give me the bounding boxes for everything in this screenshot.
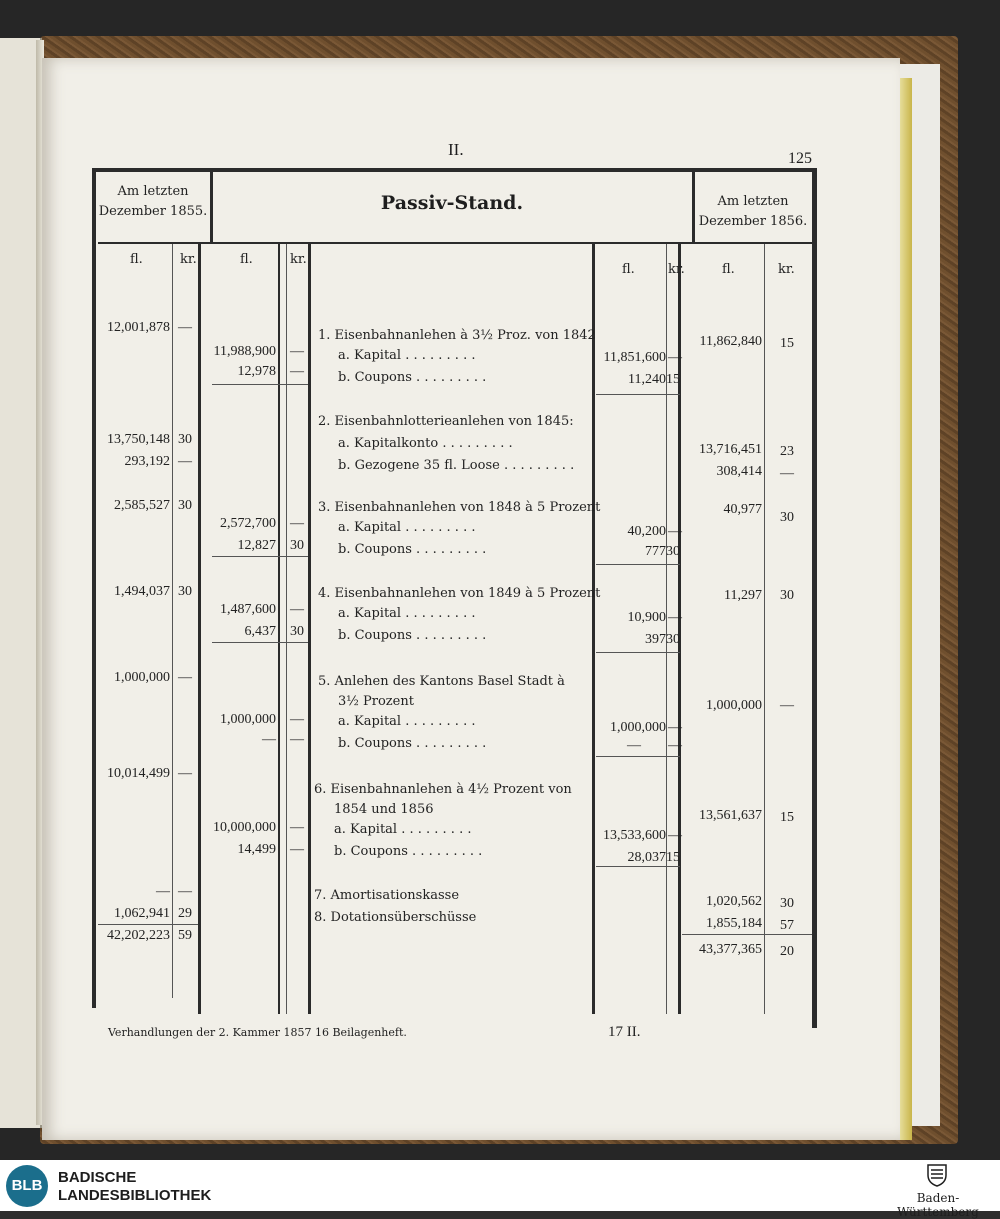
sub-1855-kr: — xyxy=(290,344,304,359)
sub-1856: — xyxy=(627,738,641,753)
sub-1856: 40,200 xyxy=(627,524,666,539)
passiv-stand-table xyxy=(92,168,818,1048)
sub-1856-kr: 15 xyxy=(666,850,680,865)
unit-kr: kr. xyxy=(778,262,795,277)
total-1856: 40,977 xyxy=(723,502,762,517)
total-1855: 10,014,499 xyxy=(107,766,170,781)
total-1855-kr: 30 xyxy=(178,498,192,513)
sub-1856-kr: 30 xyxy=(666,544,680,559)
sub-1856-kr: — xyxy=(668,828,682,843)
total-1855: 1,062,941 xyxy=(114,906,170,921)
total-1856: 13,561,637 xyxy=(699,808,762,823)
sub-1855-kr: 30 xyxy=(290,538,304,553)
sub-label: b. Gezogene 35 fl. Loose . . . . . . . . . xyxy=(338,458,575,473)
state-name: Baden-Württemberg xyxy=(897,1191,979,1219)
sub-1855-kr: 30 xyxy=(290,624,304,639)
sub-1855: 12,827 xyxy=(237,538,276,553)
total-1855: 13,750,148 xyxy=(107,432,170,447)
sub-1856-kr: 15 xyxy=(666,372,680,387)
entry-desc: 6. Eisenbahnanlehen à 4½ Prozent von xyxy=(314,782,572,797)
page-number: 125 xyxy=(788,150,812,167)
total-1856: 13,716,451 xyxy=(699,442,762,457)
sub-1856-kr: 30 xyxy=(666,632,680,647)
sub-1855: 11,988,900 xyxy=(213,344,276,359)
header-title: Passiv-Stand. xyxy=(380,192,524,214)
sub-label: b. Coupons . . . . . . . . . xyxy=(338,736,487,751)
header-1856: Am letzten Dezember 1856. xyxy=(698,194,808,229)
sub-1855-kr: — xyxy=(290,602,304,617)
sub-label: b. Coupons . . . . . . . . . xyxy=(338,370,487,385)
sub-1855: 2,572,700 xyxy=(220,516,276,531)
entry-desc: 3. Eisenbahnanlehen von 1848 à 5 Prozent xyxy=(318,500,601,515)
entry-desc: 8. Dotationsüberschüsse xyxy=(314,910,477,925)
sub-1855-kr: — xyxy=(290,732,304,747)
entry-desc: 1. Eisenbahnanlehen à 3½ Proz. von 1842 xyxy=(318,328,596,343)
total-1856-kr: 30 xyxy=(780,896,794,911)
total-1855-kr: — xyxy=(178,670,192,685)
entry-desc: 5. Anlehen des Kantons Basel Stadt à xyxy=(318,674,565,689)
total-1856: 308,414 xyxy=(716,464,762,479)
sub-1856-kr: — xyxy=(668,524,682,539)
sub-1856: 11,240 xyxy=(628,372,666,387)
sub-label: a. Kapital . . . . . . . . . xyxy=(338,714,476,729)
sub-label: b. Coupons . . . . . . . . . xyxy=(338,542,487,557)
total-1856-kr: 30 xyxy=(780,510,794,525)
sub-label: a. Kapital . . . . . . . . . xyxy=(338,606,476,621)
sub-1855-kr: — xyxy=(290,364,304,379)
total-1856: 1,000,000 xyxy=(706,698,762,713)
total-1855-kr: 30 xyxy=(178,584,192,599)
total-1856-kr: 23 xyxy=(780,444,794,459)
sub-1855: 6,437 xyxy=(244,624,276,639)
total-1856-kr: 15 xyxy=(780,810,794,825)
sub-1856: 28,037 xyxy=(627,850,666,865)
total-1855-kr: — xyxy=(178,454,192,469)
sub-1855-kr: — xyxy=(290,842,304,857)
total-1855: 1,494,037 xyxy=(114,584,170,599)
sub-label: b. Coupons . . . . . . . . . xyxy=(338,628,487,643)
sub-1855: — xyxy=(262,732,276,747)
unit-fl: fl. xyxy=(622,262,635,277)
entry-desc: 2. Eisenbahnlotterieanlehen von 1845: xyxy=(318,414,574,429)
sub-label: b. Coupons . . . . . . . . . xyxy=(334,844,483,859)
total-1855: — xyxy=(156,884,170,899)
sub-1856-kr: — xyxy=(668,350,682,365)
sub-1855: 10,000,000 xyxy=(213,820,276,835)
total-1855: 12,001,878 xyxy=(107,320,170,335)
total-1856-kr: 30 xyxy=(780,588,794,603)
total-1855-kr: 30 xyxy=(178,432,192,447)
sub-1856: 1,000,000 xyxy=(610,720,666,735)
unit-fl: fl. xyxy=(130,252,143,267)
total-1856-kr: — xyxy=(780,466,794,481)
sub-1855: 1,487,600 xyxy=(220,602,276,617)
section-heading: II. xyxy=(448,140,464,159)
unit-fl: fl. xyxy=(240,252,253,267)
total-1855: 2,585,527 xyxy=(114,498,170,513)
total-1856: 1,020,562 xyxy=(706,894,762,909)
sub-1855-kr: — xyxy=(290,712,304,727)
total-1856: 11,862,840 xyxy=(699,334,762,349)
entry-desc: 4. Eisenbahnanlehen von 1849 à 5 Prozent xyxy=(318,586,601,601)
total-1856-kr: — xyxy=(780,698,794,713)
total-1855-kr: — xyxy=(178,320,192,335)
sub-1856: 10,900 xyxy=(627,610,666,625)
total-1856-kr: 15 xyxy=(780,336,794,351)
blb-logo[interactable]: BLB xyxy=(6,1165,48,1207)
library-name-line: LANDESBIBLIOTHEK xyxy=(58,1187,212,1204)
sub-1856-kr: — xyxy=(668,738,682,753)
sub-1855: 1,000,000 xyxy=(220,712,276,727)
total-1855-kr: 29 xyxy=(178,906,192,921)
sub-1856-kr: — xyxy=(668,720,682,735)
sub-label: a. Kapitalkonto . . . . . . . . . xyxy=(338,436,513,451)
sub-label: a. Kapital . . . . . . . . . xyxy=(338,348,476,363)
grand-total-1856-kr: 20 xyxy=(780,944,794,959)
sub-label: a. Kapital . . . . . . . . . xyxy=(338,520,476,535)
header-1855: Am letzten Dezember 1855. xyxy=(98,184,208,219)
sub-1855: 14,499 xyxy=(237,842,276,857)
entry-desc: 1854 und 1856 xyxy=(334,802,434,817)
coat-of-arms-icon xyxy=(926,1163,948,1187)
sub-1856: 13,533,600 xyxy=(603,828,666,843)
entry-desc: 3½ Prozent xyxy=(338,694,414,709)
grand-total-1856: 43,377,365 xyxy=(699,942,762,957)
unit-fl: fl. xyxy=(722,262,735,277)
sub-1856: 11,851,600 xyxy=(603,350,666,365)
total-1855: 293,192 xyxy=(124,454,170,469)
signature-mark: 17 II. xyxy=(608,1024,641,1040)
library-name-line: BADISCHE xyxy=(58,1169,137,1186)
total-1856: 11,297 xyxy=(724,588,762,603)
library-name[interactable] xyxy=(58,1169,211,1205)
total-1855-kr: — xyxy=(178,884,192,899)
grand-total-1855: 42,202,223 xyxy=(107,928,170,943)
total-1856: 1,855,184 xyxy=(706,916,762,931)
sub-1856-kr: — xyxy=(668,610,682,625)
entry-desc: 7. Amortisationskasse xyxy=(314,888,460,903)
sub-1855-kr: — xyxy=(290,516,304,531)
unit-kr: kr. xyxy=(668,262,685,277)
sub-1855: 12,978 xyxy=(237,364,276,379)
footer-note: Verhandlungen der 2. Kammer 1857 16 Beilagenheft. xyxy=(108,1026,407,1039)
grand-total-1855-kr: 59 xyxy=(178,928,192,943)
unit-kr: kr. xyxy=(290,252,307,267)
sub-label: a. Kapital . . . . . . . . . xyxy=(334,822,472,837)
total-1856-kr: 57 xyxy=(780,918,794,933)
sub-1855-kr: — xyxy=(290,820,304,835)
total-1855-kr: — xyxy=(178,766,192,781)
unit-kr: kr. xyxy=(180,252,197,267)
total-1855: 1,000,000 xyxy=(114,670,170,685)
sub-1856: 397 xyxy=(645,632,666,647)
sub-1856: 777 xyxy=(645,544,666,559)
document-page xyxy=(42,58,900,1140)
